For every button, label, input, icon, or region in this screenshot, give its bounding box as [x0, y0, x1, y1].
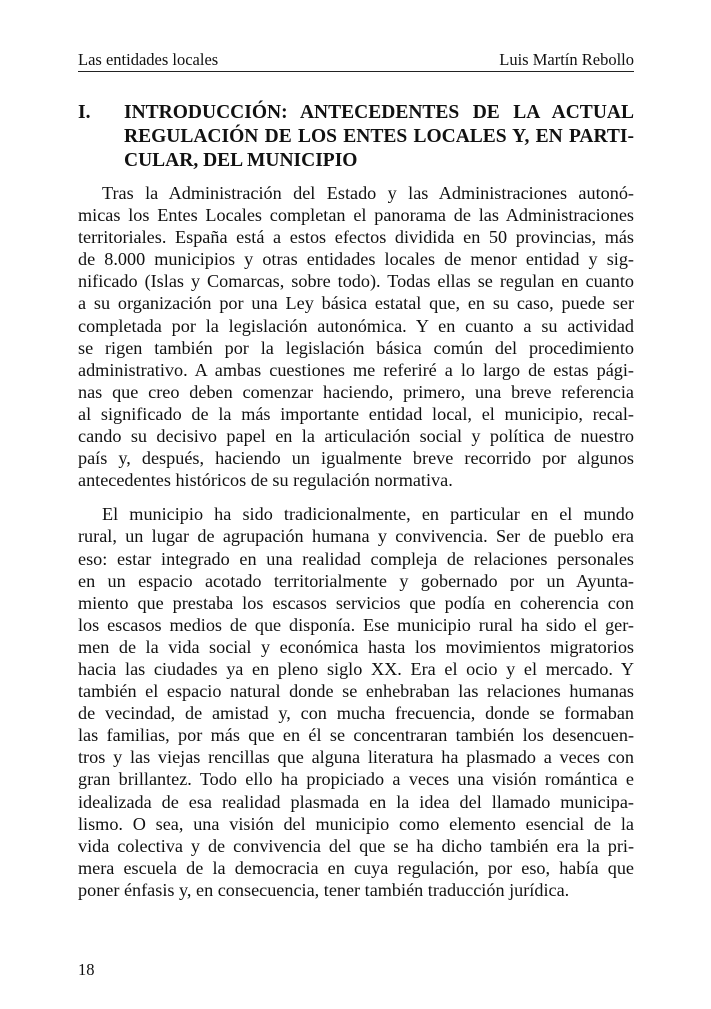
text-line: en un espacio acotado territorialmente y gobernado por un Ayunta-	[78, 570, 634, 591]
text-line: miento que prestaba los escasos servicios que podía en coherencia con	[78, 592, 634, 613]
text-line: territoriales. España está a estos efectos dividida en 50 provincias, más	[78, 227, 634, 248]
header-author: Luis Martín Rebollo	[499, 50, 634, 69]
paragraph-1	[78, 182, 634, 491]
text-line: los escasos medios de que disponía. Ese municipio rural ha sido el ger-	[78, 614, 634, 635]
section-title	[124, 101, 634, 173]
text-line: Tras la Administración del Estado y las Administraciones autonó-	[102, 183, 634, 203]
paragraph-2	[78, 503, 634, 901]
section-title-line: INTRODUCCIÓN: ANTECEDENTES DE LA ACTUAL	[124, 102, 634, 123]
text-line: de 8.000 municipios y otras entidades locales de menor entidad y sig-	[78, 249, 634, 270]
text-line: men de la vida social y económica hasta los movimientos migratorios	[78, 636, 634, 657]
text-line: nas que creo deben comenzar haciendo, primero, una breve referencia	[78, 381, 634, 402]
text-line: poner énfasis y, en consecuencia, tener también traducción jurídica.	[78, 879, 570, 900]
text-line: El municipio ha sido tradicionalmente, en particular en el mundo	[102, 504, 634, 525]
text-line: nificado (Islas y Comarcas, sobre todo). Todas ellas se regulan en cuanto	[78, 271, 634, 292]
running-header	[78, 49, 634, 72]
text-line: rural, un lugar de agrupación humana y convivencia. Ser de pueblo era	[78, 526, 634, 547]
text-line: vida colectiva y de convivencia del que se ha dicho también era la pri-	[78, 835, 634, 856]
section-title-line: CULAR, DEL MUNICIPIO	[124, 150, 358, 171]
text-line: tros y las viejas rencillas que alguna literatura ha plasmado a veces con	[78, 747, 634, 768]
text-line: idealizada de esa realidad plasmada en la idea del llamado municipa-	[78, 791, 634, 812]
section-title-line: REGULACIÓN DE LOS ENTES LOCALES Y, EN PARTI-	[124, 126, 634, 147]
text-line: también el espacio natural donde se enhebraban las relaciones humanas	[78, 681, 634, 702]
text-line: lismo. O sea, una visión del municipio como elemento esencial de la	[78, 813, 634, 834]
text-line: país y, después, haciendo un igualmente breve recorrido por algunos	[78, 448, 634, 469]
text-line: eso: estar integrado en una realidad compleja de relaciones personales	[78, 548, 634, 569]
text-line: hacia las ciudades ya en pleno siglo XX. Era el ocio y el mercado. Y	[78, 658, 634, 679]
text-line: mera escuela de la democracia en cuya regulación, por eso, había que	[78, 857, 634, 878]
header-book-title: Las entidades locales	[78, 50, 219, 69]
text-line: a su organización por una Ley básica estatal que, en su caso, puede ser	[78, 293, 634, 314]
book-page	[78, 0, 634, 1009]
text-line: de vecindad, de amistad y, con mucha frecuencia, donde se formaban	[78, 703, 634, 724]
text-line: se rigen también por la legislación básica común del procedimiento	[78, 337, 634, 358]
text-line: cando su decisivo papel en la articulación social y política de nuestro	[78, 426, 634, 447]
section-number: I.	[78, 102, 91, 123]
text-line: administrativo. A ambas cuestiones me referiré a lo largo de estas pági-	[78, 359, 634, 380]
text-line: completada por la legislación autonómica. Y en cuanto a su actividad	[78, 315, 634, 336]
text-line: las familias, por más que en él se concentraran también los desencuen-	[78, 725, 634, 746]
page-number: 18	[78, 960, 95, 979]
text-line: gran brillantez. Todo ello ha propiciado a veces una visión romántica e	[78, 769, 634, 790]
text-line: micas los Entes Locales completan el panorama de las Administraciones	[78, 205, 634, 226]
text-line: al significado de la más importante entidad local, el municipio, recal-	[78, 403, 634, 424]
body-text	[78, 182, 634, 901]
text-line: antecedentes históricos de su regulación normativa.	[78, 470, 453, 491]
